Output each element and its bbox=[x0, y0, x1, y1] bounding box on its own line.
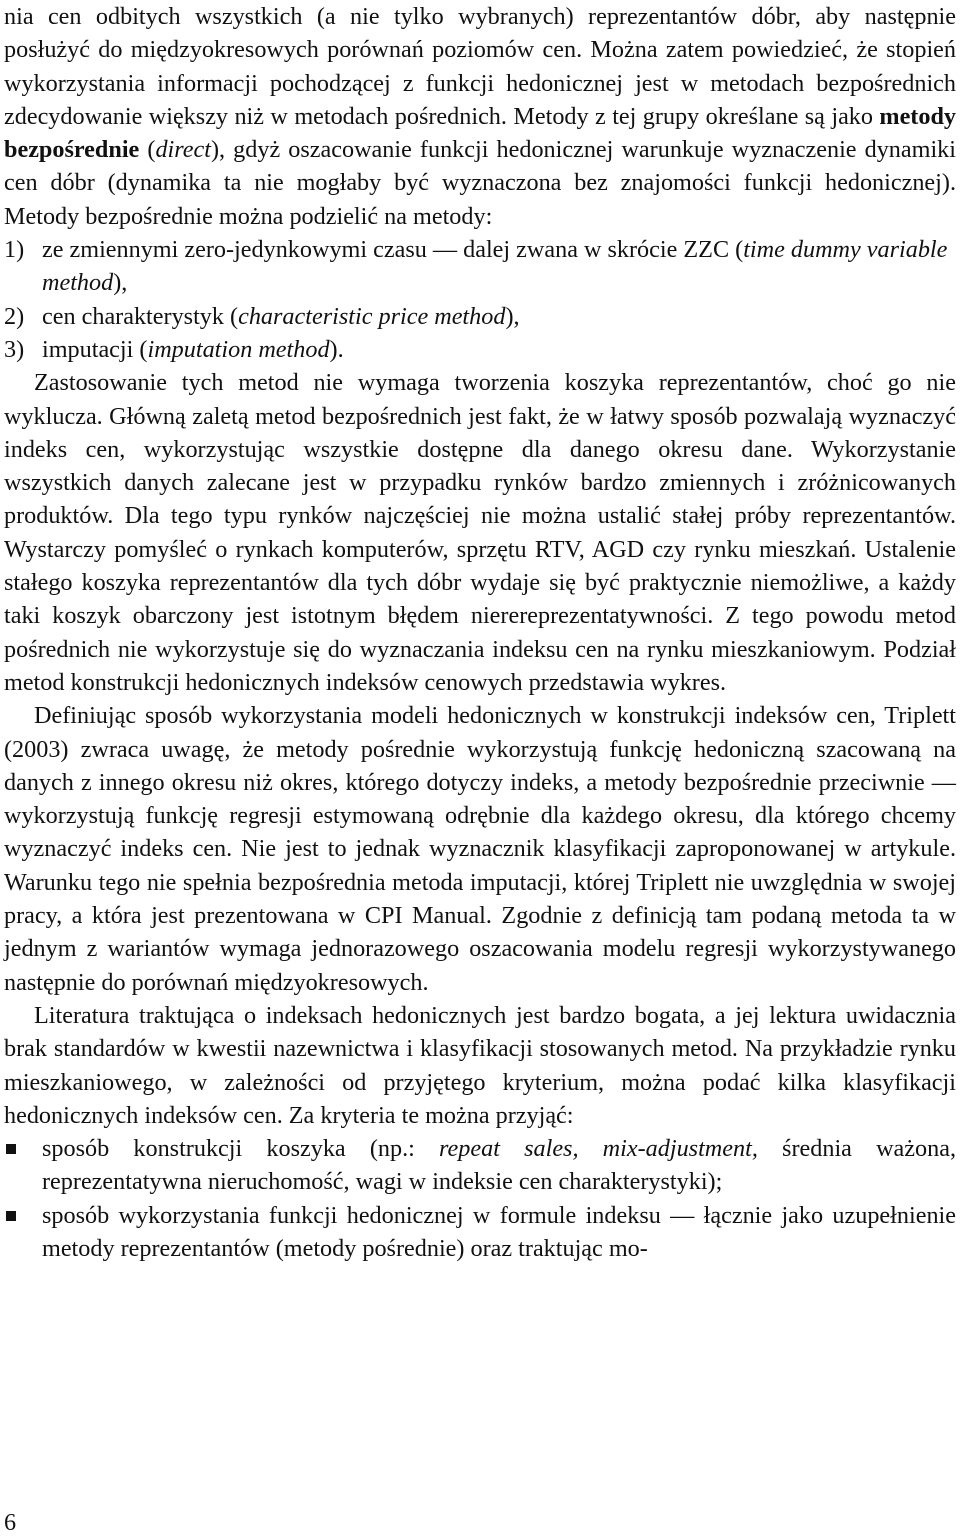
bullet-item bbox=[4, 1199, 956, 1266]
bullet-list bbox=[4, 1132, 956, 1265]
bullet-text: średnia ważona, reprezentatywna nieruchomość, wagi w indeksie cen charakterystyki); bbox=[42, 1135, 956, 1196]
italic-term: characteristic price method bbox=[238, 302, 506, 330]
list-text: ze zmiennymi zero-jedynkowymi czasu — dalej zwana w skrócie ZZC ( bbox=[42, 236, 744, 264]
paragraph-1 bbox=[4, 0, 956, 233]
list-item bbox=[4, 333, 956, 366]
paragraph-text: ( bbox=[139, 136, 156, 164]
italic-term: imputation method bbox=[147, 335, 330, 363]
bullet-text: sposób wykorzystania funkcji hedonicznej w formule indeksu — łącznie jako uzupełnienie metody reprezentantów (metody pośrednie) oraz traktując mo- bbox=[42, 1201, 956, 1262]
bullet-item bbox=[4, 1132, 956, 1199]
list-number: 2) bbox=[4, 302, 25, 330]
list-text: cen charakterystyk ( bbox=[42, 302, 239, 330]
list-text: ), bbox=[113, 269, 128, 297]
list-number: 3) bbox=[4, 335, 25, 363]
bullet-text: sposób konstrukcji koszyka (np.: bbox=[42, 1135, 440, 1163]
italic-term: direct bbox=[155, 136, 211, 164]
paragraph-3: Definiując sposób wykorzystania modeli hedonicznych w konstrukcji indeksów cen, Triplett (2003) zwraca uwagę, że metody pośrednie wykorzystują funkcję hedoniczną szacowaną na danych z innego okresu niż okres, którego dotyczy indeks, a metody bezpośrednie przeciwnie — wykorzystują funkcję regresji estymowaną odrębnie dla każdego okresu, dla którego chcemy wyznaczyć indeks cen. Nie jest to jednak wyznacznik klasyfikacji zaproponowanej w artykule. Warunku tego nie spełnia bezpośrednia metoda imputacji, której Triplett nie uwzględnia w swojej pracy, a która jest prezentowana w CPI Manual. Zgodnie z definicją tam podaną metoda ta w jednym z wariantów wymaga jednorazowego oszacowania modelu regresji wykorzystywanego następnie do porównań międzyokresowych. bbox=[4, 702, 956, 996]
list-text: ). bbox=[329, 335, 344, 363]
square-bullet-icon bbox=[4, 1199, 42, 1266]
list-text: ), bbox=[505, 302, 520, 330]
italic-term: time dummy variable method bbox=[42, 236, 948, 297]
paragraph-text: nia cen odbitych wszystkich (a nie tylko wybranych) reprezentantów dóbr, aby następnie posłużyć do międzyokresowych porównań poziomów cen. Można zatem powiedzieć, że stopień wykorzystania informacji pochodzącej z funkcji hedonicznej jest w metodach bezpośrednich zdecydowanie większy niż w metodach pośrednich. Metody z tej grupy określane są jako bbox=[4, 3, 956, 130]
list-text: imputacji ( bbox=[42, 335, 148, 363]
page-number: 6 bbox=[4, 1509, 17, 1536]
paragraph-2: Zastosowanie tych metod nie wymaga tworzenia koszyka reprezentantów, choć go nie wyklucza. Główną zaletą metod bezpośrednich jest fakt, że w łatwy sposób pozwalają wyznaczyć indeks cen, wykorzystując wszystkie dostępne dla danego okresu dane. Wykorzystanie wszystkich danych zalecane jest w przypadku rynków bardzo zmiennych i zróżnicowanych produktów. Dla tego typu rynków najczęściej nie można ustalić stałej próby reprezentantów. Wystarczy pomyśleć o rynkach komputerów, sprzętu RTV, AGD czy rynku mieszkań. Ustalenie stałego koszyka reprezentantów dla tych dóbr wydaje się być praktycznie niemożliwe, a każdy taki koszyk obarczony jest istotnym błędem nierereprezentatywności. Z tego powodu metod pośrednich nie wykorzystuje się do wyznaczania indeksu cen na rynku mieszkaniowym. Podział metod konstrukcji hedonicznych indeksów cenowych przedstawia wykres. bbox=[4, 369, 956, 696]
body-text bbox=[4, 0, 956, 1265]
list-item bbox=[4, 233, 956, 300]
list-number: 1) bbox=[4, 236, 25, 264]
list-item bbox=[4, 300, 956, 333]
italic-term: repeat sales, mix-adjustment, bbox=[439, 1135, 758, 1163]
paragraph-4: Literatura traktująca o indeksach hedonicznych jest bardzo bogata, a jej lektura uwidacznia brak standardów w kwestii nazewnictwa i klasyfikacji stosowanych metod. Na przykładzie rynku mieszkaniowego, w zależności od przyjętego kryterium, można podać kilka klasyfikacji hedonicznych indeksów cen. Za kryteria te można przyjąć: bbox=[4, 1001, 956, 1129]
square-bullet-icon bbox=[4, 1132, 42, 1199]
paragraph-text: ), gdyż oszacowanie funkcji hedonicznej warunkuje wyznaczenie dynamiki cen dóbr (dynamika ta nie mogłaby być wyznaczona bez znajomości funkcji hedonicznej). Metody bezpośrednie można podzielić na metody: bbox=[4, 136, 956, 230]
bold-term: metody bezpośrednie bbox=[4, 102, 956, 164]
